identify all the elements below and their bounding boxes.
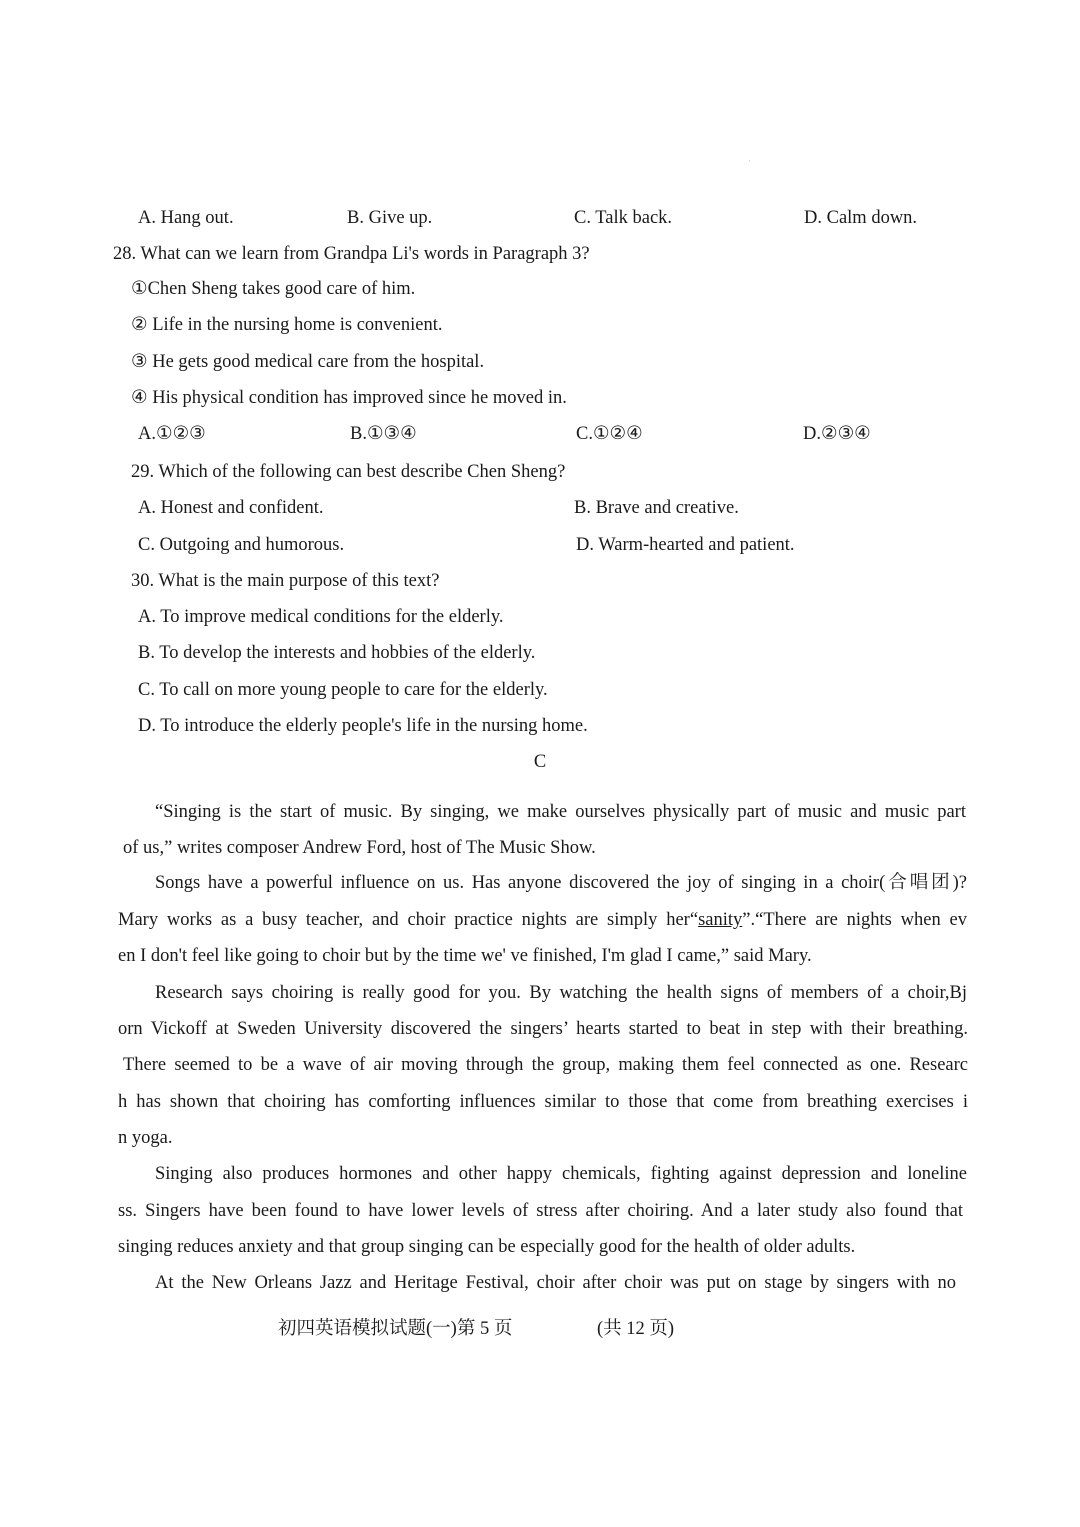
section-c-heading: C xyxy=(533,752,547,772)
footer-total-pages: (共 12 页) xyxy=(597,1319,675,1339)
q30-stem: 30. What is the main purpose of this text? xyxy=(131,571,440,591)
q28-statement-3: ③ He gets good medical care from the hospital. xyxy=(131,352,485,372)
q27-option-d: D. Calm down. xyxy=(804,208,918,228)
q30-option-b: B. To develop the interests and hobbies of the elderly. xyxy=(138,643,536,663)
passage-p3-line2: orn Vickoff at Sweden University discovered the singers’ hearts started to beat in step with their breathing. xyxy=(118,1019,968,1039)
q29-option-b: B. Brave and creative. xyxy=(574,498,739,518)
q30-option-d: D. To introduce the elderly people's life in the nursing home. xyxy=(138,716,588,736)
q30-option-a: A. To improve medical conditions for the elderly. xyxy=(138,607,504,627)
q29-option-c: C. Outgoing and humorous. xyxy=(138,535,345,555)
passage-p2-line3: en I don't feel like going to choir but by the time we' ve finished, I'm glad I came,” said Mary. xyxy=(118,946,812,966)
passage-p4-line3: singing reduces anxiety and that group singing can be especially good for the health of older adults. xyxy=(118,1237,856,1257)
passage-p1-line2: of us,” writes composer Andrew Ford, host of The Music Show. xyxy=(123,838,596,858)
q27-option-b: B. Give up. xyxy=(347,208,433,228)
scan-speck xyxy=(749,160,750,161)
passage-p2-line1: Songs have a powerful influence on us. Has anyone discovered the joy of singing in a choir(合唱团)? xyxy=(155,873,967,893)
q28-option-a: A.①②③ xyxy=(138,424,206,444)
passage-p3-line3: There seemed to be a wave of air moving through the group, making them feel connected as one. Researc xyxy=(123,1055,968,1075)
q28-statement-2: ② Life in the nursing home is convenient. xyxy=(131,315,443,335)
passage-p2-line2-start: Mary works as a busy teacher, and choir practice nights are simply her“ xyxy=(118,910,699,930)
q28-option-b: B.①③④ xyxy=(350,424,417,444)
q28-option-c: C.①②④ xyxy=(576,424,643,444)
q28-option-d: D.②③④ xyxy=(803,424,871,444)
footer-page-label: 初四英语模拟试题(一)第 5 页 xyxy=(278,1319,513,1339)
q28-stem: 28. What can we learn from Grandpa Li's words in Paragraph 3? xyxy=(113,244,590,264)
q27-option-c: C. Talk back. xyxy=(574,208,673,228)
passage-p3-line5: n yoga. xyxy=(118,1128,173,1148)
q27-option-a: A. Hang out. xyxy=(138,208,234,228)
q28-statement-4: ④ His physical condition has improved since he moved in. xyxy=(131,388,567,408)
passage-p2-line2-end: ”.“There are nights when ev xyxy=(742,910,968,930)
underlined-word-sanity: sanity xyxy=(698,910,743,930)
q28-statement-1: ①Chen Sheng takes good care of him. xyxy=(131,279,416,299)
passage-p5-line1: At the New Orleans Jazz and Heritage Festival, choir after choir was put on stage by singers with no xyxy=(155,1273,956,1293)
q29-option-d: D. Warm-hearted and patient. xyxy=(576,535,795,555)
passage-p2-line2 xyxy=(118,908,967,932)
passage-p4-line2: ss. Singers have been found to have lower levels of stress after choiring. And a later study also found that xyxy=(118,1201,963,1221)
q30-option-c: C. To call on more young people to care for the elderly. xyxy=(138,680,548,700)
passage-p3-line4: h has shown that choiring has comforting influences similar to those that come from breathing exercises i xyxy=(118,1092,968,1112)
passage-p4-line1: Singing also produces hormones and other happy chemicals, fighting against depression and loneline xyxy=(155,1164,967,1184)
q29-option-a: A. Honest and confident. xyxy=(138,498,324,518)
passage-p3-line1: Research says choiring is really good for you. By watching the health signs of members of a choir,Bj xyxy=(155,983,967,1003)
passage-p1-line1: “Singing is the start of music. By singing, we make ourselves physically part of music and music part xyxy=(155,802,966,822)
q29-stem: 29. Which of the following can best describe Chen Sheng? xyxy=(131,462,566,482)
